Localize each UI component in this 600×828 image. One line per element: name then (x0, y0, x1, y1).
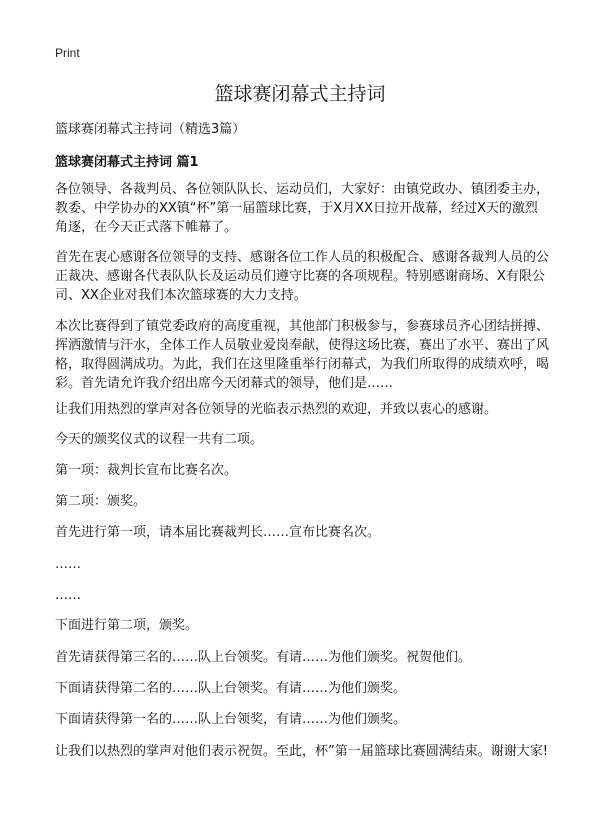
paragraph-2: 首先在衷心感谢各位领导的支持、感谢各位工作人员的积极配合、感谢各裁判人员的公正裁决、感谢各代表队队长及运动员们遵守比赛的各项规程。特别感谢商场、X有限公司、XX企业对我们本次篮球赛的大力支持。 (55, 250, 550, 303)
paragraph-6: 第一项：裁判长宣布比赛名次。 (55, 463, 238, 478)
paragraph-3: 本次比赛得到了镇党委政府的高度重视，其他部门积极参与，参赛球员齐心团结拼搏、挥洒激情与汗水，全体工作人员敬业爱岗奉献，使得这场比赛，赛出了水平、赛出了风格，取得圆满成功。为此，我们在这里隆重举行闭幕式，为我们所取得的成绩欢呼，喝彩。首先请允许我介绍出席今天闭幕式的领导，他们是…… (55, 319, 550, 391)
paragraph-7: 第二项：颁奖。 (55, 494, 147, 509)
paragraph-10: …… (55, 588, 81, 603)
paragraph-12: 首先请获得第三名的……队上台领奖。有请……为他们颁奖。祝贺他们。 (55, 650, 472, 665)
print-label: Print (55, 46, 80, 60)
page-title: 篮球赛闭幕式主持词 (214, 83, 386, 105)
paragraph-15: 让我们以热烈的掌声对他们表示祝贺。至此，杯”第一届篮球比赛圆满结束。谢谢大家! (55, 744, 548, 759)
paragraph-1: 各位领导、各裁判员、各位领队队长、运动员们，大家好：由镇党政办、镇团委主办，教委、中学协办的XX镇“杯”第一届篮球比赛，于X月XX日拉开战幕，经过X天的激烈角逐，在今天正式落下帷幕了。 (55, 182, 550, 235)
document-subtitle: 篮球赛闭幕式主持词（精选3篇） (55, 122, 246, 137)
paragraph-9: …… (55, 557, 81, 572)
paragraph-5: 今天的颁奖仪式的议程一共有二项。 (55, 432, 264, 447)
paragraph-14: 下面请获得第一名的……队上台领奖，有请……为他们颁奖。 (55, 712, 407, 727)
paragraph-8: 首先进行第一项，请本届比赛裁判长……宣布比赛名次。 (55, 525, 381, 540)
paragraph-11: 下面进行第二项，颁奖。 (55, 618, 199, 633)
paragraph-4: 让我们用热烈的掌声对各位领导的光临表示热烈的欢迎，并致以衷心的感谢。 (55, 402, 498, 417)
paragraph-13: 下面请获得第二名的……队上台领奖。有请……为他们颁奖。 (55, 681, 407, 696)
section-heading: 篮球赛闭幕式主持词 篇1 (55, 155, 199, 170)
